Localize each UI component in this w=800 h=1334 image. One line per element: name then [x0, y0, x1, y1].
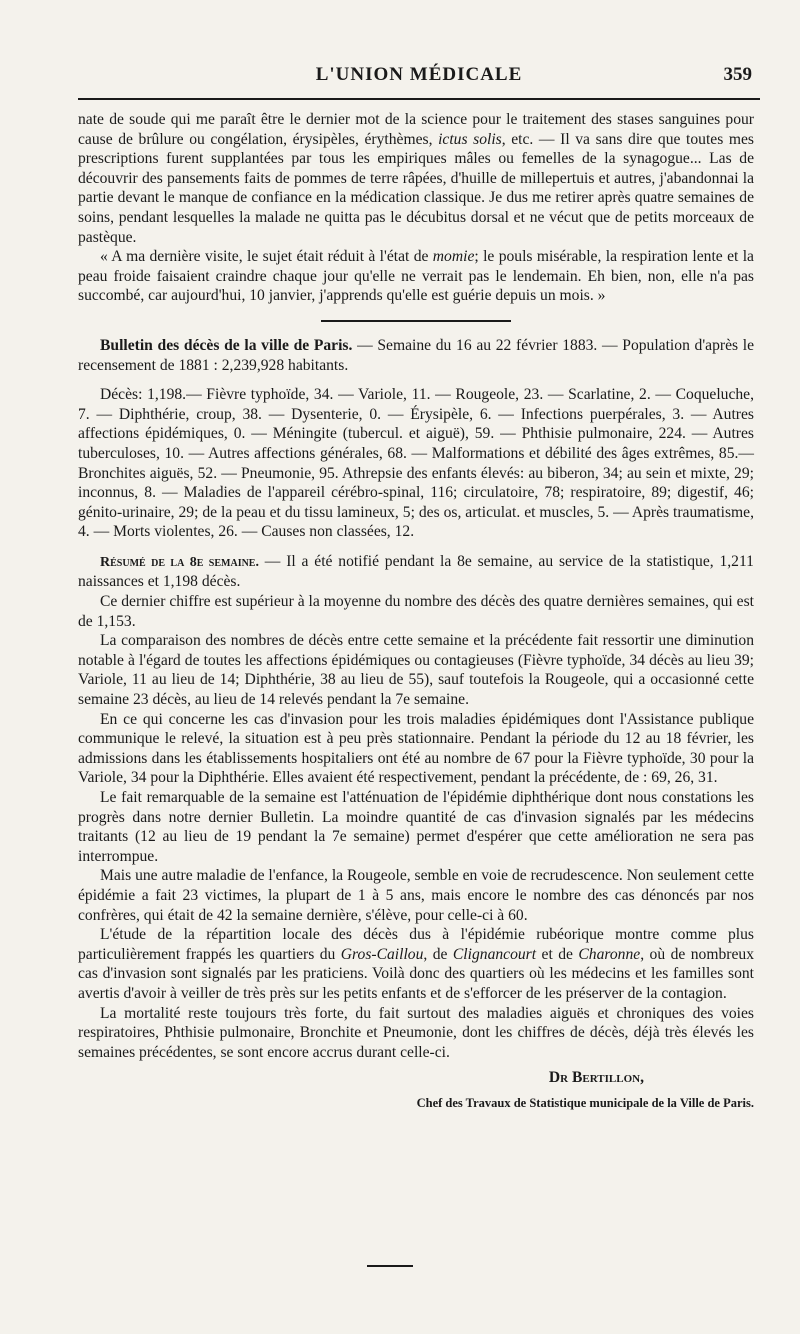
- signature: [78, 1068, 754, 1088]
- paragraph: Mais une autre maladie de l'enfance, la Rougeole, semble en voie de recrudescence. Non seulement cette épidémie a fait 23 victimes, la plupart de 1 à 5 ans, mais encore le nombre des cas dénoncés par nos confrères, qui était de 42 la semaine dernière, s'élève, pour celle-ci à 60.: [78, 867, 754, 924]
- text-run: , de: [423, 945, 453, 963]
- quote-paragraph: [78, 247, 754, 306]
- page-header: [78, 62, 760, 102]
- page-number: 359: [723, 64, 752, 85]
- paragraph: En ce qui concerne les cas d'invasion pour les trois maladies épidémiques dont l'Assistance publique communique le relevé, la situation est à peu près stationnaire. Pendant la période du 12 au 18 février, les admissions dans les établissements hospitaliers ont été au nombre de 67 pour la Fièvre typhoïde, 30 pour la Variole, 34 pour la Diphthérie. Elles avaient été respectivement, pendant la précédente, de : 69, 26, 31.: [78, 710, 754, 787]
- bulletin-intro: — Semaine du 16 au 22 février 1883. — Population d'après le recensement de 1881 : 2,239,928 habitants.: [78, 336, 754, 374]
- italic-term: ictus solis: [438, 130, 502, 148]
- author-title: Chef des Travaux de Statistique municipale de la Ville de Paris.: [416, 1095, 754, 1110]
- deaths-listing: Décès: 1,198.— Fièvre typhoïde, 34. — Variole, 11. — Rougeole, 23. — Scarlatine, 2. — Coqueluche, 7. — Diphthérie, croup, 38. — Dysenterie, 0. — Érysipèle, 6. — Infections puerpérales, 3. — Autres affections épidémiques, 0. — Méningite (tubercul. et aiguë), 59. — Phthisie pulmonaire, 224. — Autres tuberculoses, 10. — Autres affections générales, 68. — Malformations et débilité des âges extrêmes, 85.— Bronchites aiguës, 52. — Pneumonie, 95. Athrepsie des enfants élevés: au biberon, 34; au sein et mixte, 29; inconnus, 8. — Maladies de l'appareil cérébro-spinal, 116; circulatoire, 78; respiratoire, 89; digestif, 46; génito-urinaire, 29; de la peau et du tissu lamineux, 5; des os, articulat. et muscles, 5. — Après traumatisme, 4. — Morts violentes, 26. — Causes non classées, 12.: [78, 386, 754, 541]
- header-rule: [78, 98, 760, 100]
- author-name: Dr Bertillon,: [548, 1069, 644, 1087]
- article-body: [78, 110, 754, 1114]
- bulletin-heading: [78, 336, 754, 375]
- text-run: « A ma dernière visite, le sujet était réduit à l'état de: [100, 248, 433, 266]
- quarter-name: Gros-Caillou: [340, 945, 424, 963]
- paragraph: Le fait remarquable de la semaine est l'atténuation de l'épidémie diphthérique dont nous constations les progrès dans notre dernier Bulletin. La moindre quantité de cas d'invasion signalés par les médecins traitants (12 au lieu de 19 pendant la 7e semaine) permet d'espérer que cette amélioration ne sera pas interrompue.: [78, 789, 754, 865]
- text-run: et de: [536, 945, 579, 963]
- end-rule: [367, 1265, 413, 1267]
- paragraph: Ce dernier chiffre est supérieur à la moyenne du nombre des décès des quatre dernières semaines, qui est de 1,153.: [78, 593, 754, 630]
- paragraph: [78, 925, 754, 1003]
- text-run: , où de nombreux cas d'invasion sont signalés par les praticiens. Voilà donc des quartiers où les médecins et les familles sont avertis d'avoir à veiller de très près sur les petits enfants et de s'efforcer de les préserver de la contagion.: [78, 945, 754, 1002]
- resume-paragraph: [78, 552, 754, 592]
- quarter-name: Charonne: [578, 945, 641, 963]
- text-run: ; le pouls misérable, la respiration lente et la peau froide faisaient craindre chaque jour qu'elle ne verrait pas le lendemain. Eh bien, non, elle n'a pas succombé, car aujourd'hui, 10 janvier, j'apprends qu'elle est guérie depuis un mois. »: [78, 248, 754, 305]
- text-run: nate de soude qui me paraît être le dernier mot de la science pour le traitement des stases sanguines pour cause de brûlure ou congélation, érysipèles, érythèmes,: [78, 111, 754, 148]
- resume-text: — Il a été notifié pendant la 8e semaine, au service de la statistique, 1,211 naissances et 1,198 décès.: [78, 552, 754, 591]
- running-head: L'UNION MÉDICALE: [315, 64, 523, 85]
- bulletin-title: Bulletin des décès de la ville de Paris.: [100, 336, 353, 354]
- text-run: L'étude de la répartition locale des décès dus à l'épidémie rubéorique montre comme plus particulièrement frappés les quartiers du: [78, 926, 754, 963]
- italic-term: momie: [432, 248, 475, 266]
- paragraph: La comparaison des nombres de décès entre cette semaine et la précédente fait ressortir une diminution notable à l'égard de toutes les affections épidémiques ou contagieuses (Fièvre typhoïde, 34 décès au lieu 39; Variole, 11 au lieu de 14; Diphthérie, 38 au lieu de 55), sauf toutefois la Rougeole, qui a occasionné cette semaine 23 décès, au lieu de 14 relevés pendant la 7e semaine.: [78, 632, 754, 709]
- paragraph: La mortalité reste toujours très forte, du fait surtout des maladies aiguës et chroniques des voies respiratoires, Phthisie pulmonaire, Bronchite et Pneumonie, dont les chiffres de décès, déjà très élevés les semaines précédentes, se sont encore accrus durant celle-ci.: [78, 1004, 754, 1061]
- section-separator: [321, 320, 511, 322]
- continued-paragraph: [78, 110, 754, 247]
- quarter-name: Clignancourt: [452, 945, 537, 963]
- resume-heading: Résumé de la 8e semaine.: [100, 554, 259, 570]
- text-run: , etc. — Il va sans dire que toutes mes prescriptions furent supplantées par tous les empiriques mâles ou femelles de la synagogue... Las de découvrir des pansements faits de pommes de terre râpées, d'huille de millepertuis et autres, j'abandonnai la partie devant le manque de confiance en la médication classique. Je dus me retirer après quatre semaines de soins, pendant lesquelles la malade ne quitta pas le décubitus dorsal et ne vécut que de petits morceaux de pastèque.: [78, 130, 754, 246]
